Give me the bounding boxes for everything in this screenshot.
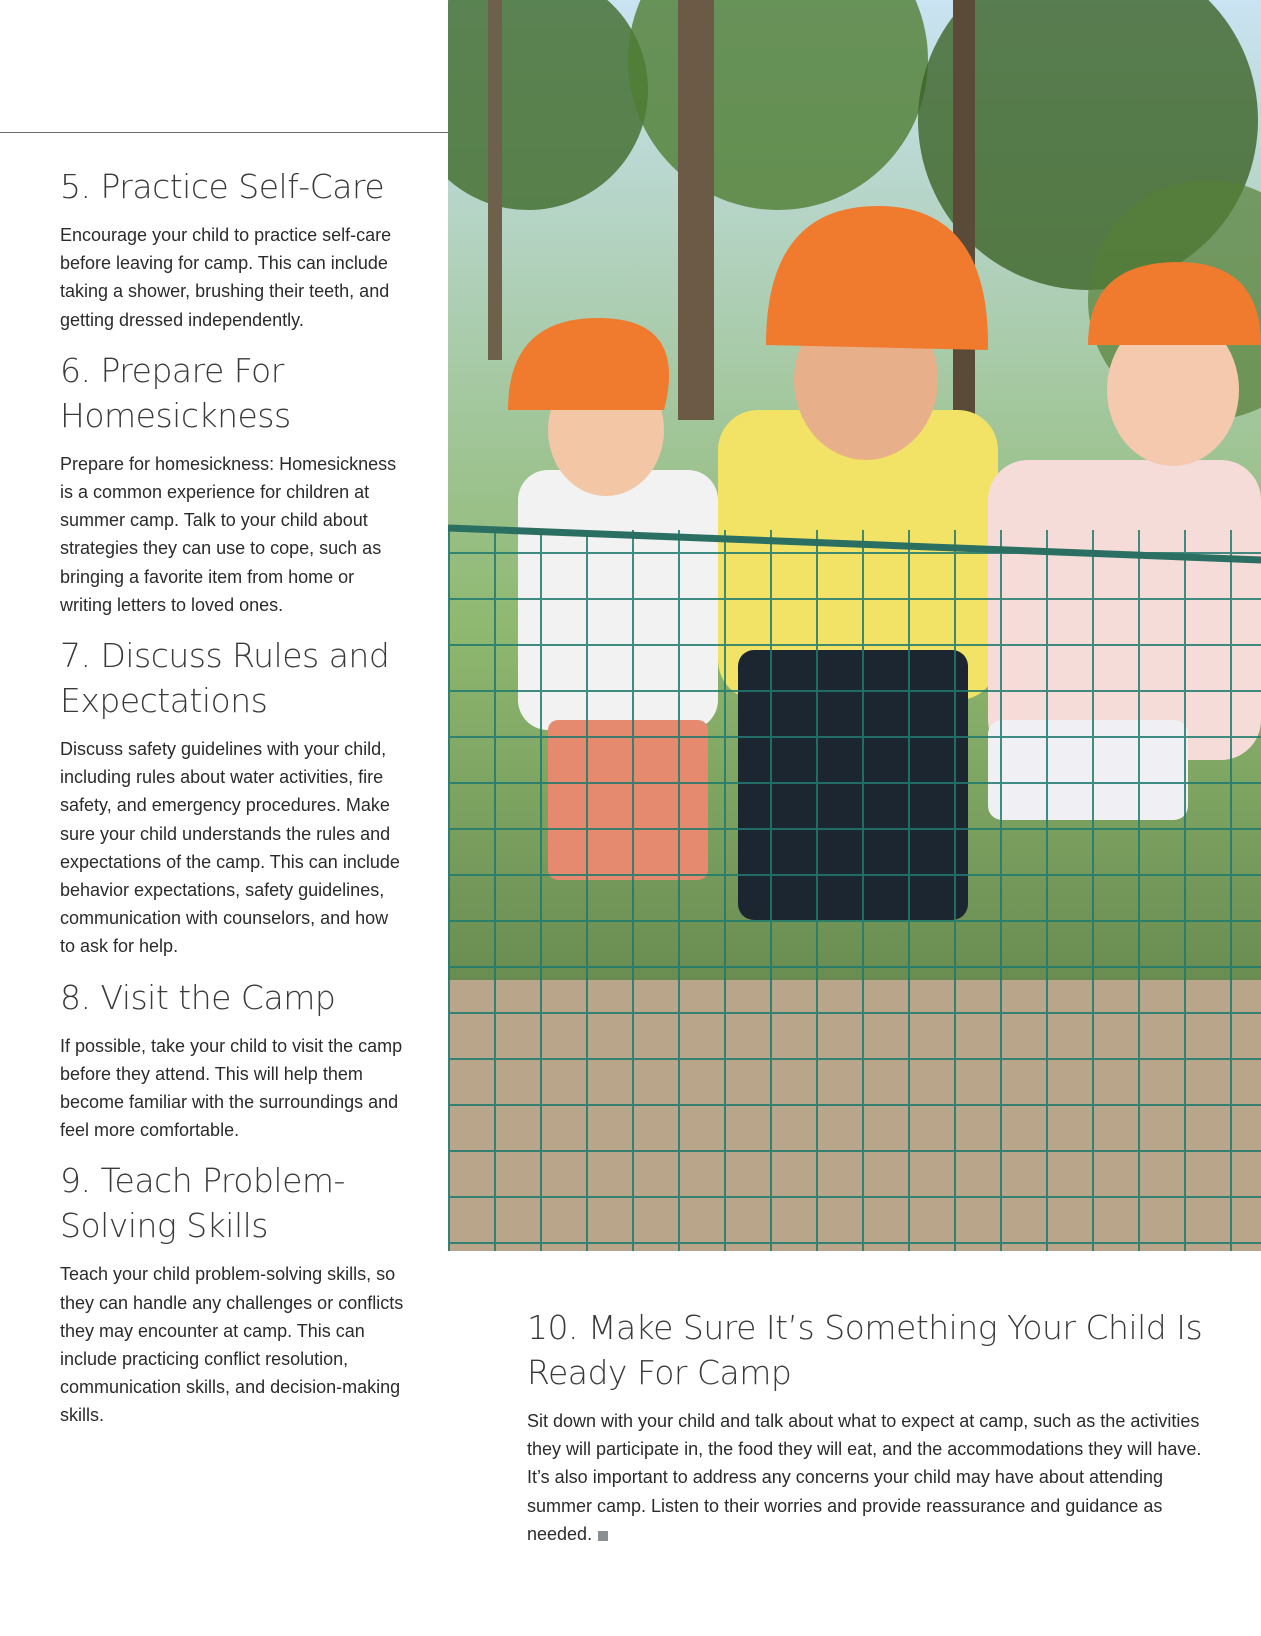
section-body: Teach your child problem-solving skills, so they can handle any challenges or conflicts they may encounter at camp. This can include practicing conflict resolution, communication skills, and decision-making skills. bbox=[60, 1264, 404, 1426]
section-heading: 5. Practice Self-Care bbox=[60, 167, 385, 206]
section-heading: 7. Discuss Rules and Expectations bbox=[60, 636, 390, 721]
section-heading: 6. Prepare For Homesickness bbox=[60, 350, 291, 435]
section-heading: 8. Visit the Camp bbox=[60, 977, 336, 1017]
section-body bbox=[527, 1407, 1207, 1548]
section-heading: 9. Teach Problem-Solving Skills bbox=[60, 1161, 345, 1246]
top-rule bbox=[0, 132, 448, 133]
section-body: Encourage your child to practice self-care before leaving for camp. This can include taking a shower, brushing their teeth, and getting dressed independently. bbox=[60, 225, 392, 330]
section-self-care bbox=[60, 164, 405, 334]
section-ready-for-camp bbox=[527, 1305, 1207, 1548]
section-body: Discuss safety guidelines with your child, including rules about water activities, fire safety, and emergency procedures. Make sure your child understands the rules and expectations of the camp. This can include behavior expectations, safety guidelines, communication with counselors, and how to ask for help. bbox=[60, 739, 400, 957]
section-visit-camp bbox=[60, 975, 405, 1145]
section-body: If possible, take your child to visit the camp before they attend. This will help them become familiar with the surroundings and feel more comfortable. bbox=[60, 1035, 403, 1141]
section-rules bbox=[60, 633, 405, 961]
section-body-text: Sit down with your child and talk about what to expect at camp, such as the activities they will participate in, the food they will eat, and the accommodations they will have. It’s also important to address any concerns your child may have about attending summer camp. Listen to their worries and provide reassurance and guidance as needed. bbox=[527, 1411, 1202, 1544]
end-mark-icon bbox=[598, 1531, 608, 1541]
left-column bbox=[60, 164, 405, 1444]
section-problem-solving bbox=[60, 1158, 405, 1429]
right-column bbox=[527, 1305, 1207, 1562]
section-homesickness bbox=[60, 348, 405, 619]
section-body: Prepare for homesickness: Homesickness is a common experience for children at summer camp. Talk to your child about strategies they can use to cope, such as bringing a favorite item from home or writing letters to loved ones. bbox=[60, 453, 397, 615]
section-heading: 10. Make Sure It’s Something Your Child Is Ready For Camp bbox=[527, 1308, 1203, 1392]
kids-ropes-course-photo bbox=[448, 0, 1261, 1251]
